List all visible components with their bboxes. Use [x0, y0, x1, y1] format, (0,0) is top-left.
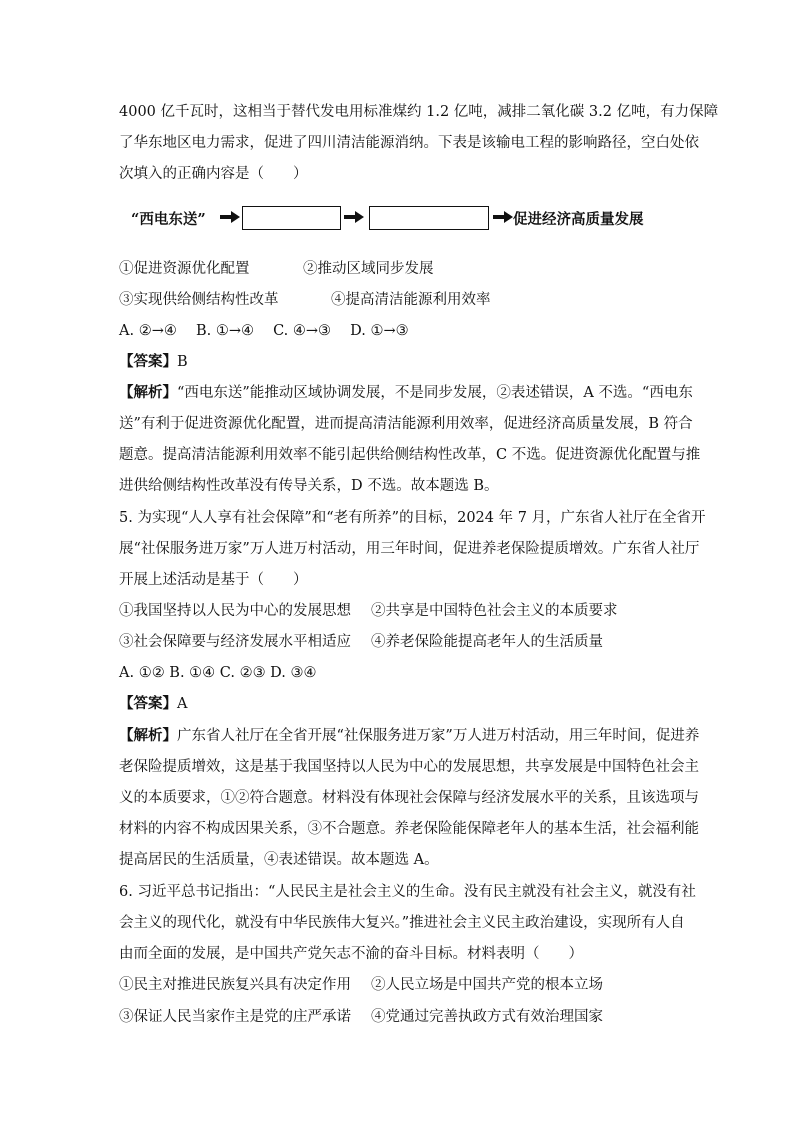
- q6-option-2: ②人民立场是中国共产党的根本立场: [371, 977, 603, 993]
- analysis-tag: 【解析】: [119, 727, 177, 744]
- q6-option-3: ③保证人民当家作主是党的庄严承诺: [119, 1009, 351, 1025]
- q5-stem-line-3: 开展上述活动是基于（ ）: [119, 572, 308, 588]
- flow-arrow-icon-3: [493, 211, 513, 223]
- q5-choices: A. ①② B. ①④ C. ②③ D. ③④: [119, 665, 317, 681]
- q5-analysis-line-1: [119, 726, 699, 746]
- q4-stem-line-3: 次填入的正确内容是（ ）: [119, 166, 308, 182]
- q5-option-4: ④养老保险能提高老年人的生活质量: [371, 634, 603, 650]
- answer-tag: 【答案】: [119, 695, 177, 712]
- q5-analysis-line-5: 提高居民的生活质量，④表述错误。故本题选 A。: [119, 852, 439, 868]
- q4-option-2: ②推动区域同步发展: [303, 261, 434, 277]
- answer-value: B: [177, 354, 188, 370]
- flow-start-label: “西电东送”: [131, 211, 206, 228]
- answer-value: A: [177, 696, 188, 712]
- analysis-text: 广东省人社厅在全省开展“社保服务进万家”万人进万村活动，用三年时间，促进养: [177, 728, 700, 744]
- q6-stem-line-1: 6. 习近平总书记指出：“人民民主是社会主义的生命。没有民主就没有社会主义，就没有社: [119, 884, 696, 900]
- q4-stem-line-1: 4000 亿千瓦时，这相当于替代发电用标准煤约 1.2 亿吨，减排二氧化碳 3.2 亿吨，有力保障: [119, 104, 719, 120]
- q5-analysis-line-2: 老保险提质增效，这是基于我国坚持以人民为中心的发展思想，共享发展是中国特色社会主: [119, 759, 699, 775]
- flow-arrow-icon-1: [220, 211, 240, 223]
- q6-stem-line-2: 会主义的现代化，就没有中华民族伟大复兴。”推进社会主义民主政治建设，实现所有人自: [119, 915, 685, 931]
- q6-option-1: ①民主对推进民族复兴具有决定作用: [119, 977, 351, 993]
- q5-analysis-line-3: 义的本质要求，①②符合题意。材料没有体现社会保障与经济发展水平的关系，且该选项与: [119, 790, 699, 806]
- q4-analysis-line-1: [119, 383, 693, 403]
- q4-choices: A. ②→④ B. ①→④ C. ④→③ D. ①→③: [119, 323, 409, 339]
- q5-stem-line-2: 展“社保服务进万家”万人进万村活动，用三年时间，促进养老保险提质增效。广东省人社厅: [119, 541, 700, 557]
- q4-answer: [119, 352, 188, 372]
- q4-option-3: ③实现供给侧结构性改革: [119, 292, 279, 308]
- flow-blank-box-1: [242, 206, 341, 230]
- q5-stem-line-1: 5. 为实现“人人享有社会保障”和“老有所养”的目标，2024 年 7 月，广东省人社厅在全省开: [119, 510, 706, 526]
- q4-option-1: ①促进资源优化配置: [119, 261, 250, 277]
- q5-option-2: ②共享是中国特色社会主义的本质要求: [371, 603, 618, 619]
- analysis-tag: 【解析】: [119, 384, 177, 401]
- analysis-text: “西电东送”能推动区域协调发展，不是同步发展，②表述错误，A 不选。“西电东: [177, 385, 693, 401]
- flow-arrow-icon-2: [344, 211, 364, 223]
- q6-stem-line-3: 由而全面的发展，是中国共产党矢志不渝的奋斗目标。材料表明（ ）: [119, 946, 583, 962]
- q4-option-4: ④提高清洁能源利用效率: [331, 292, 491, 308]
- q4-stem-line-2: 了华东地区电力需求，促进了四川清洁能源消纳。下表是该输电工程的影响路径，空白处依: [119, 135, 699, 151]
- flow-blank-box-2: [369, 206, 489, 230]
- q4-analysis-line-3: 题意。提高清洁能源利用效率不能引起供给侧结构性改革，C 不选。促进资源优化配置与推: [119, 447, 701, 463]
- flow-end-label: 促进经济高质量发展: [513, 211, 644, 228]
- q4-analysis-line-2: 送”有利于促进资源优化配置，进而提高清洁能源利用效率，促进经济高质量发展，B 符合: [119, 416, 693, 432]
- q4-flow-diagram: [131, 203, 691, 233]
- q5-answer: [119, 694, 187, 714]
- q6-option-4: ④党通过完善执政方式有效治理国家: [371, 1009, 603, 1025]
- q5-option-3: ③社会保障要与经济发展水平相适应: [119, 634, 351, 650]
- answer-tag: 【答案】: [119, 353, 177, 370]
- q5-analysis-line-4: 材料的内容不构成因果关系，③不合题意。养老保险能保障老年人的基本生活，社会福利能: [119, 821, 699, 837]
- q4-analysis-line-4: 进供给侧结构性改革没有传导关系，D 不选。故本题选 B。: [119, 478, 499, 494]
- q5-option-1: ①我国坚持以人民为中心的发展思想: [119, 603, 351, 619]
